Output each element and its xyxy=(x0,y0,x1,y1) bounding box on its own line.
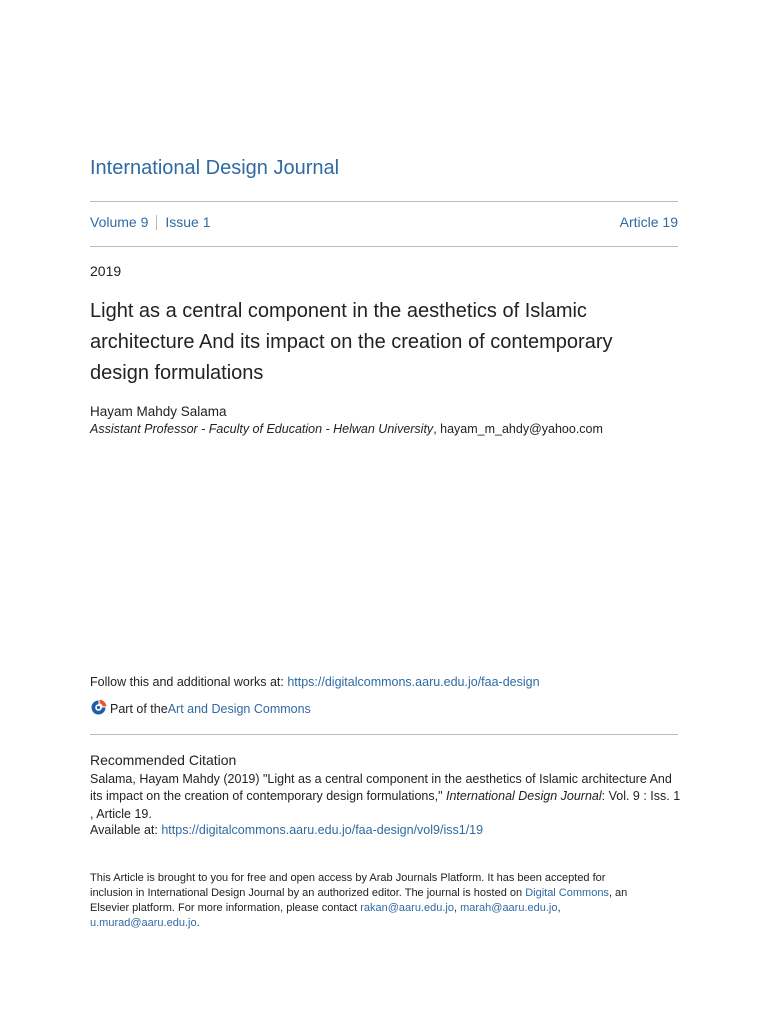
citation-before: Salama, Hayam Mahdy (2019) "Light as a central component in the aesthetics of Islamic architecture And its impact on the creation of contemporary design formulations," xyxy=(90,772,672,804)
follow-prefix: Follow this and additional works at: xyxy=(90,675,288,689)
article-number-link[interactable]: Article 19 xyxy=(619,214,678,230)
citation-after: : Vol. 9 : Iss. 1 , Article 19. xyxy=(90,789,681,821)
commons-network-icon xyxy=(90,699,110,719)
volume-link[interactable]: Volume 9 xyxy=(90,214,149,230)
footer-sep-1: , xyxy=(453,902,461,914)
available-at-line xyxy=(90,823,483,837)
available-prefix: Available at: xyxy=(90,823,162,837)
author-name: Hayam Mahdy Salama xyxy=(90,404,227,419)
follow-url-link[interactable]: https://digitalcommons.aaru.edu.jo/faa-design xyxy=(287,675,540,689)
publication-year: 2019 xyxy=(90,263,122,279)
article-title: Light as a central component in the aesthetics of Islamic architecture And its impact on the creation of contemporary design formulations xyxy=(90,300,613,384)
citation-text xyxy=(90,771,682,823)
digital-commons-link[interactable]: Digital Commons xyxy=(525,887,609,899)
second-rule xyxy=(90,246,678,247)
citation-rule xyxy=(90,734,678,735)
footer-text-1: This Article is brought to you for free and open access by Arab Journals Platform. It has been accepted for inclusion in International Design Journal by an authorized editor. The journal is hosted on xyxy=(90,872,606,899)
author-affiliation xyxy=(90,422,603,436)
footer-end: . xyxy=(196,917,200,929)
top-rule xyxy=(90,201,678,202)
recommended-citation-heading: Recommended Citation xyxy=(90,752,237,768)
author-email: , hayam_m_ahdy@yahoo.com xyxy=(433,422,603,436)
part-of-line xyxy=(90,699,311,719)
issue-row xyxy=(90,214,678,230)
issue-separator xyxy=(156,215,157,230)
journal-title[interactable]: International Design Journal xyxy=(90,157,340,179)
footer-text-2: , an Elsevier platform. For more information, please contact xyxy=(90,887,628,914)
issue-link[interactable]: Issue 1 xyxy=(165,214,211,230)
part-of-prefix: Part of the xyxy=(110,702,168,716)
contact-email-3[interactable]: u.murad@aaru.edu.jo xyxy=(90,917,197,929)
contact-email-1[interactable]: rakan@aaru.edu.jo xyxy=(360,902,454,914)
art-design-commons-link[interactable]: Art and Design Commons xyxy=(167,702,311,716)
available-url-link[interactable]: https://digitalcommons.aaru.edu.jo/faa-design/vol9/iss1/19 xyxy=(161,823,484,837)
contact-email-2[interactable]: marah@aaru.edu.jo xyxy=(460,902,558,914)
citation-journal: International Design Journal xyxy=(446,789,602,804)
follow-line xyxy=(90,675,540,689)
affiliation-text: Assistant Professor - Faculty of Education - Helwan University xyxy=(90,422,434,436)
footer-sep-2: , xyxy=(557,902,561,914)
footer-note xyxy=(90,871,650,931)
